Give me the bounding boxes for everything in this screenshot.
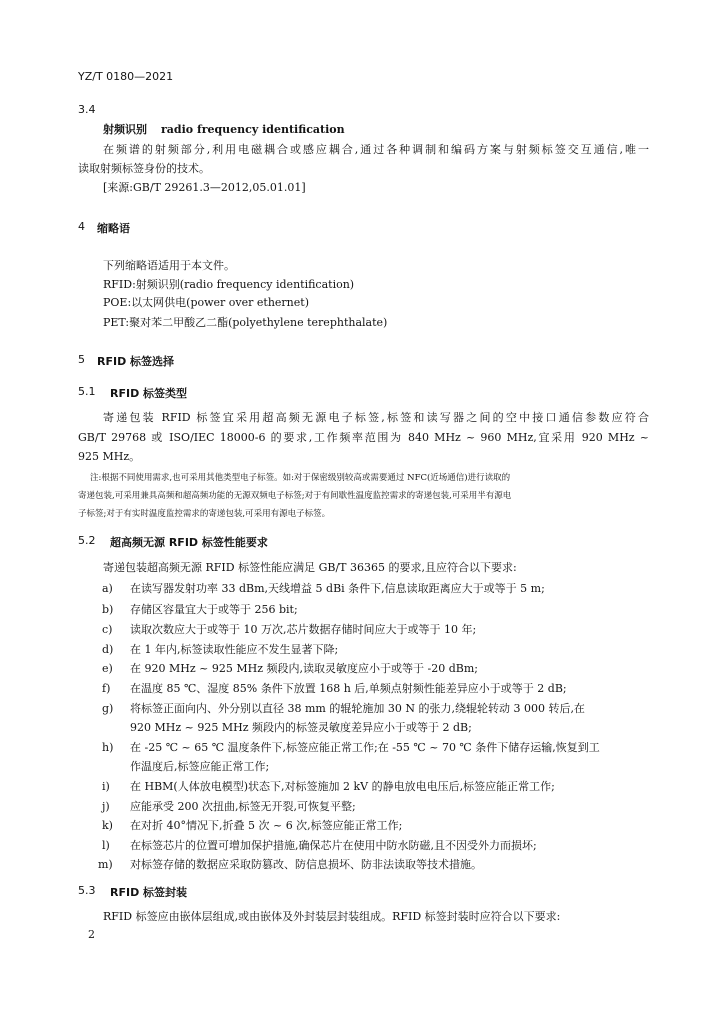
list-item-text: 在 1 年内,标签读取性能应不发生显著下降; (130, 643, 339, 656)
clause-title-5-3: RFID 标签封装 (110, 886, 188, 899)
definition-line-2: 读取射频标签身份的技术。 (78, 162, 210, 175)
list-item-label: a) (102, 582, 113, 595)
list-item-label: j) (102, 800, 110, 813)
note-line-3: 子标签;对于有实时温度监控需求的寄递包装,可采用有源电子标签。 (78, 509, 331, 519)
list-item-text: 在读写器发射功率 33 dBm,天线增益 5 dBi 条件下,信息读取距离应大于或等于 5 m; (130, 582, 545, 595)
list-item-text: 在 HBM(人体放电模型)状态下,对标签施加 2 kV 的静电放电电压后,标签应能正常工作; (130, 780, 555, 793)
list-item-text: 在 -25 ℃ ~ 65 ℃ 温度条件下,标签应能正常工作;在 -55 ℃ ~ 70 ℃ 条件下储存运输,恢复到工 (130, 741, 600, 754)
definition-line-1: 在频谱的射频部分,利用电磁耦合或感应耦合,通过各种调制和编码方案与射频标签交互通信,唯一 (103, 143, 649, 156)
list-item-text: 读取次数应大于或等于 10 万次,芯片数据存储时间应大于或等于 10 年; (130, 623, 477, 636)
list-item-label: g) (102, 702, 114, 715)
abbreviation-item: PET:聚对苯二甲酸乙二酯(polyethylene terephthalate) (103, 316, 388, 329)
standard-code: YZ/T 0180—2021 (78, 70, 174, 83)
clause-title-5-1: RFID 标签类型 (110, 387, 188, 400)
list-item-label: k) (102, 819, 113, 832)
list-item-text: 在 920 MHz ~ 925 MHz 频段内,读取灵敏度应小于或等于 -20 dBm; (130, 662, 478, 675)
abbreviation-item: POE:以太网供电(power over ethernet) (103, 296, 309, 309)
list-item-text-continued: 920 MHz ~ 925 MHz 频段内的标签灵敏度差异应小于或等于 2 dB; (130, 721, 472, 734)
list-item-text: 将标签正面向内、外分别以直径 38 mm 的辊轮施加 30 N 的张力,绕辊轮转动 3 000 转后,在 (130, 702, 585, 715)
clause-number-5-3: 5.3 (78, 884, 96, 897)
clause-number-3-4: 3.4 (78, 103, 96, 116)
list-item-text-continued: 作温度后,标签应能正常工作; (130, 760, 270, 773)
note-line-1: 注:根据不同使用需求,也可采用其他类型电子标签。如:对于保密级别较高或需要通过 NFC(近场通信)进行读取的 (90, 473, 511, 483)
term-entry (103, 123, 345, 137)
abbreviations-intro: 下列缩略语适用于本文件。 (103, 259, 235, 272)
list-item-label: d) (102, 643, 114, 656)
paragraph-5-1-line-2: GB/T 29768 或 ISO/IEC 18000-6 的要求,工作频率范围为 840 MHz ~ 960 MHz,宜采用 920 MHz ~ (78, 431, 649, 444)
list-item-label: c) (102, 623, 113, 636)
abbreviation-item: RFID:射频识别(radio frequency identification) (103, 278, 355, 291)
clause-number-5-2: 5.2 (78, 534, 96, 547)
term-chinese: 射频识别 (103, 123, 147, 136)
paragraph-5-3: RFID 标签应由嵌体层组成,或由嵌体及外封装层封装组成。RFID 标签封装时应符合以下要求: (103, 910, 561, 923)
definition-source: [来源:GB/T 29261.3—2012,05.01.01] (103, 181, 306, 194)
list-item-label: b) (102, 603, 114, 616)
clause-title-5: RFID 标签选择 (97, 355, 175, 368)
clause-number-4: 4 (78, 220, 85, 233)
list-item-text: 在温度 85 ℃、湿度 85% 条件下放置 168 h 后,单频点射频性能差异应小于或等于 2 dB; (130, 682, 567, 695)
list-item-label: f) (102, 682, 111, 695)
list-item-text: 应能承受 200 次扭曲,标签无开裂,可恢复平整; (130, 800, 356, 813)
list-item-text: 存储区容量宜大于或等于 256 bit; (130, 603, 298, 616)
paragraph-5-1-line-3: 925 MHz。 (78, 450, 141, 463)
clause-number-5-1: 5.1 (78, 385, 96, 398)
list-item-label: e) (102, 662, 113, 675)
list-item-text: 在标签芯片的位置可增加保护措施,确保芯片在使用中防水防磁,且不因受外力而损坏; (130, 839, 537, 852)
list-item-label: i) (102, 780, 110, 793)
term-english: radio frequency identification (161, 123, 345, 136)
list-item-text: 对标签存储的数据应采取防篡改、防信息损坏、防非法读取等技术措施。 (130, 858, 482, 871)
note-line-2: 寄递包装,可采用兼具高频和超高频功能的无源双频电子标签;对于有间歇性温度监控需求的寄递包装,可采用半有源电 (78, 491, 512, 501)
list-item-text: 在对折 40°情况下,折叠 5 次 ~ 6 次,标签应能正常工作; (130, 819, 403, 832)
paragraph-5-1-line-1: 寄递包装 RFID 标签宜采用超高频无源电子标签,标签和读写器之间的空中接口通信参数应符合 (103, 411, 649, 424)
list-item-label: m) (98, 858, 113, 871)
clause-title-4: 缩略语 (97, 222, 130, 235)
page-number: 2 (88, 928, 95, 941)
paragraph-5-2-intro: 寄递包装超高频无源 RFID 标签性能应满足 GB/T 36365 的要求,且应符合以下要求: (103, 561, 517, 574)
list-item-label: h) (102, 741, 114, 754)
clause-title-5-2: 超高频无源 RFID 标签性能要求 (110, 536, 268, 549)
clause-number-5: 5 (78, 353, 85, 366)
list-item-label: l) (102, 839, 110, 852)
